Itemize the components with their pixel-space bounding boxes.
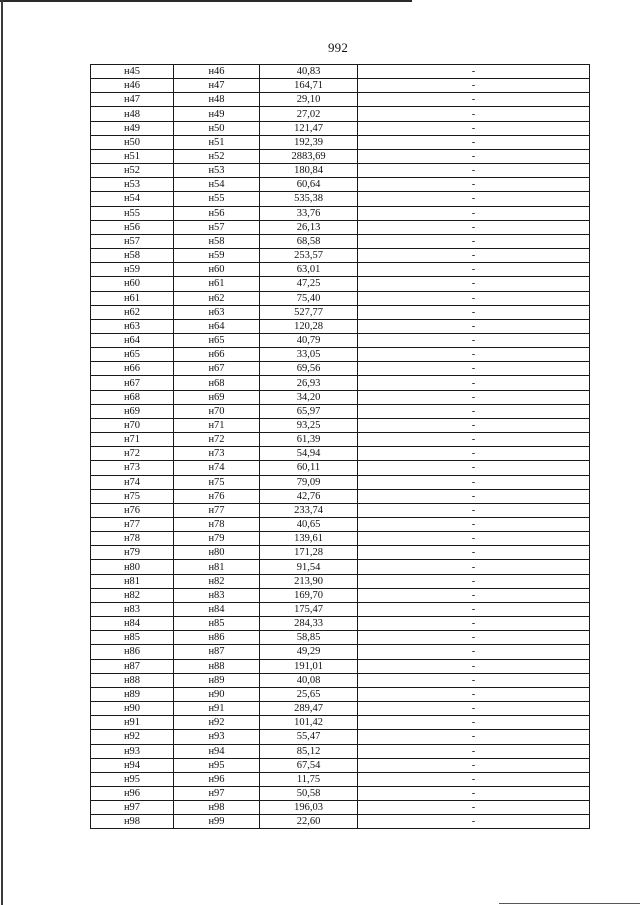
from-point-cell: н50 <box>91 135 174 149</box>
table-row <box>91 702 590 716</box>
to-point-cell: н67 <box>174 362 260 376</box>
to-point-cell: н99 <box>174 815 260 829</box>
distance-cell: 2883,69 <box>260 149 358 163</box>
distance-cell: 192,39 <box>260 135 358 149</box>
to-point-cell: н58 <box>174 234 260 248</box>
from-point-cell: н81 <box>91 574 174 588</box>
to-point-cell: н95 <box>174 758 260 772</box>
page-number: 992 <box>327 40 349 55</box>
to-point-cell: н97 <box>174 786 260 800</box>
distance-cell: 65,97 <box>260 404 358 418</box>
table-row <box>91 716 590 730</box>
to-point-cell: н75 <box>174 475 260 489</box>
table-row <box>91 503 590 517</box>
distance-cell: 175,47 <box>260 602 358 616</box>
distance-cell: 196,03 <box>260 801 358 815</box>
to-point-cell: н94 <box>174 744 260 758</box>
table-row <box>91 602 590 616</box>
from-point-cell: н94 <box>91 758 174 772</box>
to-point-cell: н63 <box>174 305 260 319</box>
note-cell: - <box>358 815 590 829</box>
note-cell: - <box>358 192 590 206</box>
from-point-cell: н88 <box>91 673 174 687</box>
note-cell: - <box>358 631 590 645</box>
distance-cell: 60,64 <box>260 178 358 192</box>
distance-cell: 213,90 <box>260 574 358 588</box>
table-row <box>91 532 590 546</box>
distance-cell: 29,10 <box>260 93 358 107</box>
to-point-cell: н59 <box>174 249 260 263</box>
from-point-cell: н91 <box>91 716 174 730</box>
from-point-cell: н53 <box>91 178 174 192</box>
table-row <box>91 333 590 347</box>
distance-cell: 284,33 <box>260 617 358 631</box>
distance-cell: 42,76 <box>260 489 358 503</box>
table-row <box>91 687 590 701</box>
note-cell: - <box>358 489 590 503</box>
distance-cell: 527,77 <box>260 305 358 319</box>
from-point-cell: н93 <box>91 744 174 758</box>
note-cell: - <box>358 390 590 404</box>
table-row <box>91 121 590 135</box>
distance-cell: 535,38 <box>260 192 358 206</box>
from-point-cell: н55 <box>91 206 174 220</box>
distance-cell: 11,75 <box>260 772 358 786</box>
distance-cell: 68,58 <box>260 234 358 248</box>
note-cell: - <box>358 744 590 758</box>
bottom-border-line <box>499 903 640 904</box>
from-point-cell: н66 <box>91 362 174 376</box>
table-row <box>91 461 590 475</box>
distance-cell: 22,60 <box>260 815 358 829</box>
note-cell: - <box>358 716 590 730</box>
table-row <box>91 758 590 772</box>
distance-cell: 120,28 <box>260 319 358 333</box>
distance-cell: 33,76 <box>260 206 358 220</box>
to-point-cell: н56 <box>174 206 260 220</box>
note-cell: - <box>358 447 590 461</box>
note-cell: - <box>358 206 590 220</box>
to-point-cell: н90 <box>174 687 260 701</box>
table-row <box>91 772 590 786</box>
table-row <box>91 815 590 829</box>
note-cell: - <box>358 121 590 135</box>
distance-cell: 26,13 <box>260 220 358 234</box>
table-row <box>91 376 590 390</box>
to-point-cell: н49 <box>174 107 260 121</box>
to-point-cell: н64 <box>174 319 260 333</box>
table-row <box>91 192 590 206</box>
note-cell: - <box>358 164 590 178</box>
note-cell: - <box>358 65 590 79</box>
from-point-cell: н71 <box>91 433 174 447</box>
table-row <box>91 475 590 489</box>
to-point-cell: н54 <box>174 178 260 192</box>
table-row <box>91 631 590 645</box>
distance-cell: 253,57 <box>260 249 358 263</box>
to-point-cell: н77 <box>174 503 260 517</box>
note-cell: - <box>358 602 590 616</box>
boundary-segments-table <box>90 64 590 829</box>
table-row <box>91 447 590 461</box>
table-row <box>91 730 590 744</box>
distance-cell: 40,83 <box>260 65 358 79</box>
from-point-cell: н63 <box>91 319 174 333</box>
table-row <box>91 588 590 602</box>
table-row <box>91 390 590 404</box>
from-point-cell: н78 <box>91 532 174 546</box>
to-point-cell: н79 <box>174 532 260 546</box>
to-point-cell: н52 <box>174 149 260 163</box>
table-row <box>91 234 590 248</box>
from-point-cell: н74 <box>91 475 174 489</box>
from-point-cell: н51 <box>91 149 174 163</box>
note-cell: - <box>358 475 590 489</box>
to-point-cell: н74 <box>174 461 260 475</box>
from-point-cell: н52 <box>91 164 174 178</box>
table-row <box>91 107 590 121</box>
table-row <box>91 220 590 234</box>
distance-cell: 93,25 <box>260 418 358 432</box>
to-point-cell: н66 <box>174 348 260 362</box>
distance-cell: 169,70 <box>260 588 358 602</box>
note-cell: - <box>358 135 590 149</box>
from-point-cell: н90 <box>91 702 174 716</box>
distance-cell: 47,25 <box>260 277 358 291</box>
from-point-cell: н67 <box>91 376 174 390</box>
table-row <box>91 319 590 333</box>
to-point-cell: н73 <box>174 447 260 461</box>
to-point-cell: н78 <box>174 518 260 532</box>
distance-cell: 58,85 <box>260 631 358 645</box>
to-point-cell: н51 <box>174 135 260 149</box>
table-row <box>91 149 590 163</box>
table-row <box>91 291 590 305</box>
table-row <box>91 404 590 418</box>
from-point-cell: н69 <box>91 404 174 418</box>
distance-cell: 139,61 <box>260 532 358 546</box>
left-border-line <box>1 0 3 905</box>
note-cell: - <box>358 348 590 362</box>
note-cell: - <box>358 404 590 418</box>
to-point-cell: н85 <box>174 617 260 631</box>
from-point-cell: н68 <box>91 390 174 404</box>
table-row <box>91 560 590 574</box>
note-cell: - <box>358 149 590 163</box>
note-cell: - <box>358 234 590 248</box>
note-cell: - <box>358 277 590 291</box>
table-row <box>91 617 590 631</box>
from-point-cell: н62 <box>91 305 174 319</box>
to-point-cell: н71 <box>174 418 260 432</box>
to-point-cell: н98 <box>174 801 260 815</box>
to-point-cell: н72 <box>174 433 260 447</box>
from-point-cell: н57 <box>91 234 174 248</box>
note-cell: - <box>358 659 590 673</box>
note-cell: - <box>358 362 590 376</box>
table-row <box>91 263 590 277</box>
table-row <box>91 362 590 376</box>
note-cell: - <box>358 418 590 432</box>
to-point-cell: н96 <box>174 772 260 786</box>
distance-cell: 26,93 <box>260 376 358 390</box>
table-row <box>91 489 590 503</box>
note-cell: - <box>358 291 590 305</box>
to-point-cell: н68 <box>174 376 260 390</box>
table-row <box>91 659 590 673</box>
table-row <box>91 574 590 588</box>
table-row <box>91 305 590 319</box>
table-row <box>91 65 590 79</box>
from-point-cell: н56 <box>91 220 174 234</box>
table-row <box>91 786 590 800</box>
note-cell: - <box>358 801 590 815</box>
note-cell: - <box>358 178 590 192</box>
distance-cell: 69,56 <box>260 362 358 376</box>
to-point-cell: н91 <box>174 702 260 716</box>
to-point-cell: н50 <box>174 121 260 135</box>
table-row <box>91 744 590 758</box>
note-cell: - <box>358 376 590 390</box>
note-cell: - <box>358 433 590 447</box>
from-point-cell: н61 <box>91 291 174 305</box>
distance-cell: 164,71 <box>260 79 358 93</box>
from-point-cell: н82 <box>91 588 174 602</box>
to-point-cell: н53 <box>174 164 260 178</box>
note-cell: - <box>358 249 590 263</box>
distance-cell: 91,54 <box>260 560 358 574</box>
from-point-cell: н76 <box>91 503 174 517</box>
distance-cell: 63,01 <box>260 263 358 277</box>
to-point-cell: н81 <box>174 560 260 574</box>
from-point-cell: н58 <box>91 249 174 263</box>
note-cell: - <box>358 518 590 532</box>
to-point-cell: н69 <box>174 390 260 404</box>
note-cell: - <box>358 560 590 574</box>
to-point-cell: н86 <box>174 631 260 645</box>
distance-cell: 180,84 <box>260 164 358 178</box>
distance-cell: 85,12 <box>260 744 358 758</box>
distance-cell: 40,65 <box>260 518 358 532</box>
top-border-line <box>0 0 412 2</box>
distance-cell: 25,65 <box>260 687 358 701</box>
distance-cell: 55,47 <box>260 730 358 744</box>
table-row <box>91 79 590 93</box>
from-point-cell: н65 <box>91 348 174 362</box>
note-cell: - <box>358 319 590 333</box>
note-cell: - <box>358 673 590 687</box>
to-point-cell: н60 <box>174 263 260 277</box>
from-point-cell: н47 <box>91 93 174 107</box>
distance-cell: 289,47 <box>260 702 358 716</box>
from-point-cell: н95 <box>91 772 174 786</box>
table-row <box>91 418 590 432</box>
table-row <box>91 673 590 687</box>
from-point-cell: н49 <box>91 121 174 135</box>
distance-cell: 67,54 <box>260 758 358 772</box>
to-point-cell: н88 <box>174 659 260 673</box>
to-point-cell: н70 <box>174 404 260 418</box>
distance-cell: 34,20 <box>260 390 358 404</box>
note-cell: - <box>358 786 590 800</box>
from-point-cell: н70 <box>91 418 174 432</box>
from-point-cell: н72 <box>91 447 174 461</box>
from-point-cell: н60 <box>91 277 174 291</box>
distance-cell: 171,28 <box>260 546 358 560</box>
note-cell: - <box>358 333 590 347</box>
distance-cell: 101,42 <box>260 716 358 730</box>
table-row <box>91 93 590 107</box>
to-point-cell: н83 <box>174 588 260 602</box>
note-cell: - <box>358 758 590 772</box>
note-cell: - <box>358 503 590 517</box>
from-point-cell: н85 <box>91 631 174 645</box>
note-cell: - <box>358 730 590 744</box>
note-cell: - <box>358 617 590 631</box>
from-point-cell: н54 <box>91 192 174 206</box>
to-point-cell: н84 <box>174 602 260 616</box>
table-row <box>91 249 590 263</box>
table-row <box>91 546 590 560</box>
from-point-cell: н84 <box>91 617 174 631</box>
distance-cell: 191,01 <box>260 659 358 673</box>
table-row <box>91 206 590 220</box>
to-point-cell: н93 <box>174 730 260 744</box>
from-point-cell: н98 <box>91 815 174 829</box>
to-point-cell: н62 <box>174 291 260 305</box>
note-cell: - <box>358 546 590 560</box>
distance-cell: 40,79 <box>260 333 358 347</box>
from-point-cell: н80 <box>91 560 174 574</box>
distance-cell: 27,02 <box>260 107 358 121</box>
table-row <box>91 433 590 447</box>
to-point-cell: н89 <box>174 673 260 687</box>
from-point-cell: н48 <box>91 107 174 121</box>
note-cell: - <box>358 588 590 602</box>
table-row <box>91 801 590 815</box>
note-cell: - <box>358 574 590 588</box>
distance-cell: 54,94 <box>260 447 358 461</box>
to-point-cell: н65 <box>174 333 260 347</box>
table-row <box>91 348 590 362</box>
to-point-cell: н46 <box>174 65 260 79</box>
note-cell: - <box>358 532 590 546</box>
table-row <box>91 518 590 532</box>
table-row <box>91 164 590 178</box>
from-point-cell: н46 <box>91 79 174 93</box>
distance-cell: 61,39 <box>260 433 358 447</box>
from-point-cell: н45 <box>91 65 174 79</box>
note-cell: - <box>358 645 590 659</box>
note-cell: - <box>358 305 590 319</box>
to-point-cell: н57 <box>174 220 260 234</box>
note-cell: - <box>358 79 590 93</box>
to-point-cell: н61 <box>174 277 260 291</box>
note-cell: - <box>358 220 590 234</box>
table-row <box>91 645 590 659</box>
distance-cell: 121,47 <box>260 121 358 135</box>
table-body <box>91 65 590 829</box>
distance-cell: 50,58 <box>260 786 358 800</box>
distance-cell: 40,08 <box>260 673 358 687</box>
from-point-cell: н79 <box>91 546 174 560</box>
note-cell: - <box>358 107 590 121</box>
table-row <box>91 135 590 149</box>
from-point-cell: н86 <box>91 645 174 659</box>
note-cell: - <box>358 687 590 701</box>
distance-cell: 49,29 <box>260 645 358 659</box>
note-cell: - <box>358 772 590 786</box>
to-point-cell: н48 <box>174 93 260 107</box>
table-row <box>91 277 590 291</box>
distance-cell: 75,40 <box>260 291 358 305</box>
to-point-cell: н47 <box>174 79 260 93</box>
to-point-cell: н82 <box>174 574 260 588</box>
distance-cell: 233,74 <box>260 503 358 517</box>
from-point-cell: н64 <box>91 333 174 347</box>
to-point-cell: н55 <box>174 192 260 206</box>
to-point-cell: н92 <box>174 716 260 730</box>
table-row <box>91 178 590 192</box>
from-point-cell: н89 <box>91 687 174 701</box>
from-point-cell: н97 <box>91 801 174 815</box>
from-point-cell: н87 <box>91 659 174 673</box>
distance-cell: 60,11 <box>260 461 358 475</box>
from-point-cell: н92 <box>91 730 174 744</box>
note-cell: - <box>358 702 590 716</box>
distance-cell: 33,05 <box>260 348 358 362</box>
to-point-cell: н80 <box>174 546 260 560</box>
note-cell: - <box>358 93 590 107</box>
distance-cell: 79,09 <box>260 475 358 489</box>
note-cell: - <box>358 263 590 277</box>
from-point-cell: н59 <box>91 263 174 277</box>
to-point-cell: н76 <box>174 489 260 503</box>
from-point-cell: н73 <box>91 461 174 475</box>
from-point-cell: н96 <box>91 786 174 800</box>
note-cell: - <box>358 461 590 475</box>
to-point-cell: н87 <box>174 645 260 659</box>
from-point-cell: н75 <box>91 489 174 503</box>
from-point-cell: н77 <box>91 518 174 532</box>
from-point-cell: н83 <box>91 602 174 616</box>
